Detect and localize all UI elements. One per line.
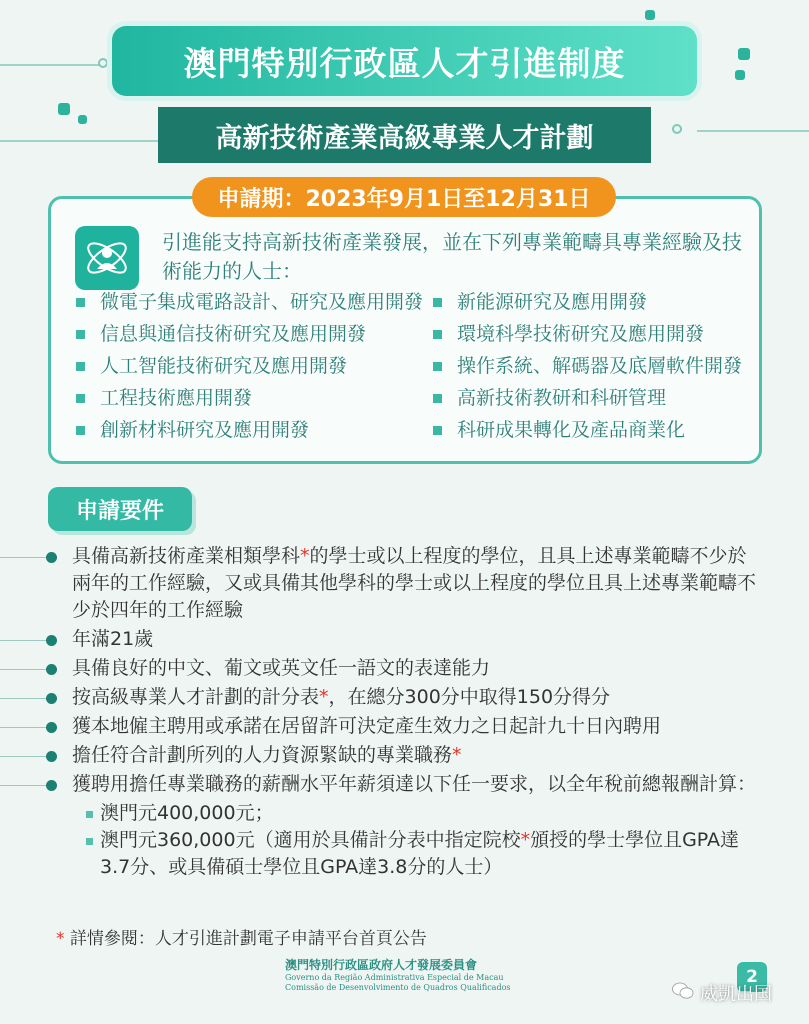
list-item: 環境科學技術研究及應用開發 <box>433 322 753 346</box>
decor-square <box>78 115 87 124</box>
requirement-item: 獲本地僱主聘用或承諾在居留許可決定產生效力之日起計九十日內聘用 <box>0 713 809 740</box>
page-number: 2 <box>737 962 767 992</box>
decor-dot <box>98 58 108 68</box>
fields-list-right <box>433 290 753 442</box>
subtitle-banner <box>158 107 651 163</box>
list-item: 微電子集成電路設計、研究及應用開發 <box>76 290 426 314</box>
requirement-item: 具備良好的中文、葡文或英文任一語文的表達能力 <box>0 655 809 682</box>
decor-line <box>697 130 809 132</box>
list-item: 科研成果轉化及產品商業化 <box>433 418 753 442</box>
list-item: 操作系統、解碼器及底層軟件開發 <box>433 354 753 378</box>
list-item: 高新技術教研和科研管理 <box>433 386 753 410</box>
list-item: 信息與通信技術研究及應用開發 <box>76 322 426 346</box>
page-subtitle: 高新技術產業高級專業人才計劃 <box>215 122 594 154</box>
requirement-item: 擔任符合計劃所列的人力資源緊缺的專業職務* <box>0 742 809 769</box>
footnote: * 詳情參閱：人才引進計劃電子申請平台首頁公告 <box>56 929 427 949</box>
decor-square <box>735 70 745 80</box>
list-item: 人工智能技術研究及應用開發 <box>76 354 426 378</box>
requirements-list <box>0 543 809 881</box>
page-title: 澳門特別行政區人才引進制度 <box>183 43 626 83</box>
salary-options-list <box>72 800 759 881</box>
application-period-text: 申請期：2023年9月1日至12月31日 <box>217 186 591 212</box>
atom-person-icon <box>75 226 139 290</box>
requirement-item: 按高級專業人才計劃的計分表*，在總分300分中取得150分得分 <box>0 684 809 711</box>
requirements-heading: 申請要件 <box>48 487 192 531</box>
list-item: 工程技術應用開發 <box>76 386 426 410</box>
org-name-zh: 澳門特別行政區政府人才發展委員會 <box>285 958 478 972</box>
list-item: 新能源研究及應用開發 <box>433 290 753 314</box>
salary-option: 澳門元400,000元； <box>72 800 759 827</box>
requirement-item: 年滿21歲 <box>0 626 809 653</box>
org-name-pt-1: Governo da Região Administrativa Especial de Macau <box>285 973 504 982</box>
requirement-item: 具備高新技術產業相類學科*的學士或以上程度的學位，且具上述專業範疇不少於兩年的工作經驗，又或具備其他學科的學士或以上程度的學位且具上述專業範疇不少於四年的工作經驗 <box>0 543 809 624</box>
requirement-item: 獲聘用擔任專業職務的薪酬水平年薪須達以下任一要求，以全年稅前總報酬計算： 澳門元400,000元； 澳門元360,000元（適用於具備計分表中指定院校*頒授的學士學位且GPA達3.7分、或具備碩士學位且GPA達3.8分的人士） <box>0 771 809 881</box>
salary-option: 澳門元360,000元（適用於具備計分表中指定院校*頒授的學士學位且GPA達3.7分、或具備碩士學位且GPA達3.8分的人士） <box>72 827 759 881</box>
decor-line <box>0 64 112 66</box>
intro-text: 引進能支持高新技術產業發展，並在下列專業範疇具專業經驗及技術能力的人士： <box>162 230 742 283</box>
watermark-text: 威凱出国 <box>700 984 772 1005</box>
fields-list-left <box>76 290 426 442</box>
decor-square <box>645 10 655 20</box>
list-item: 創新材料研究及應用開發 <box>76 418 426 442</box>
decor-square <box>58 103 70 115</box>
decor-dot <box>672 124 682 134</box>
org-name-pt-2: Comissão de Desenvolvimento de Quadros Qualificados <box>285 983 511 992</box>
decor-line <box>0 140 158 142</box>
application-period-badge <box>192 177 616 217</box>
wechat-icon <box>672 982 694 1005</box>
footer-organization <box>285 956 585 993</box>
title-banner <box>112 26 697 96</box>
watermark <box>672 980 772 1006</box>
decor-square <box>738 48 750 60</box>
